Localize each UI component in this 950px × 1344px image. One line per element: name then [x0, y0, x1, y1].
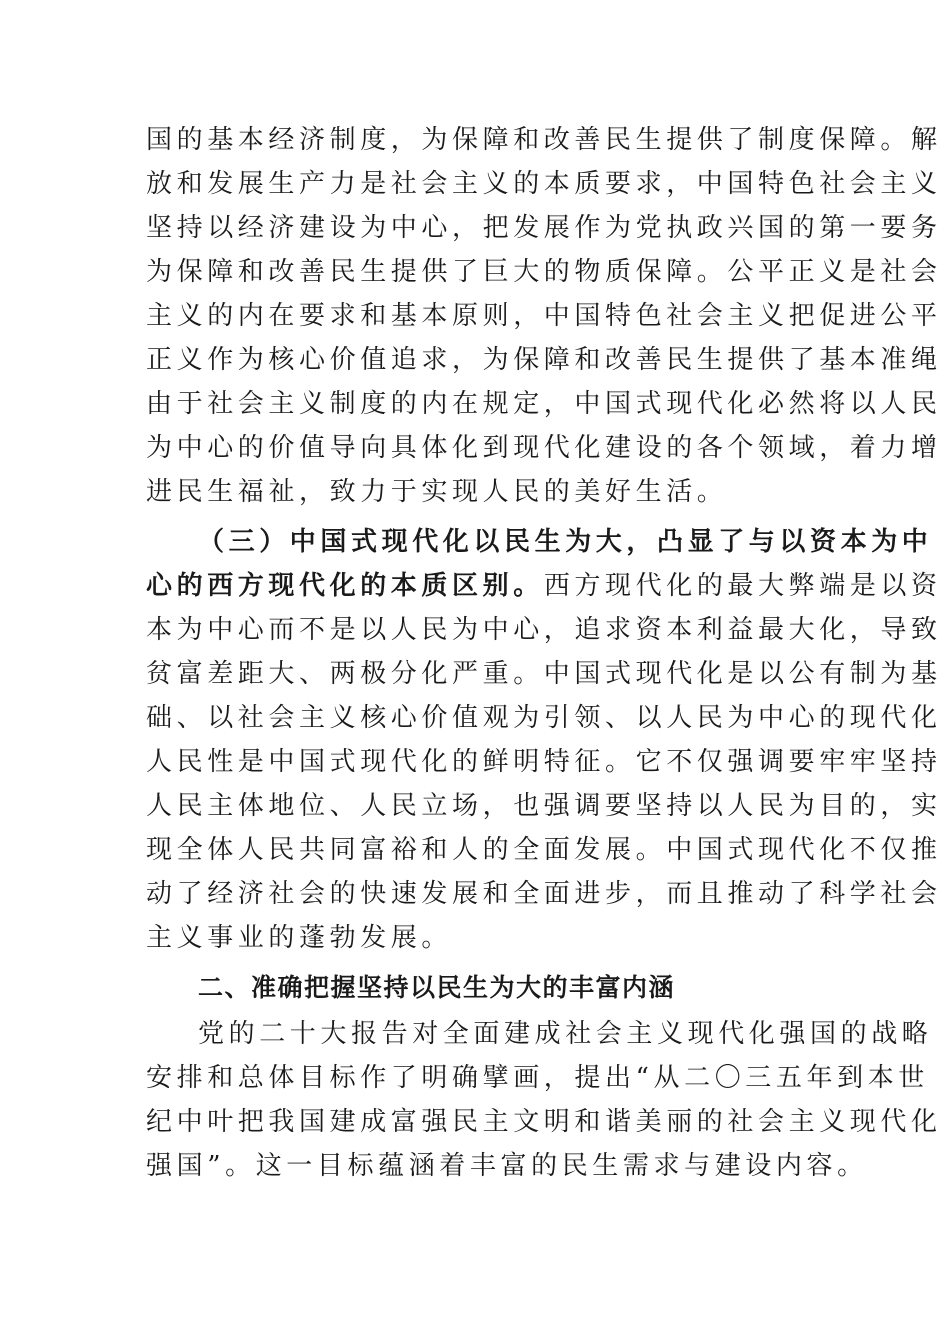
paragraph-1-line-1: 国的基本经济制度，为保障和改善民生提供了制度保障。解 — [146, 125, 942, 155]
paragraph-2-bold-line-1: （三）中国式现代化以民生为大，凸显了与以资本为中 — [198, 527, 933, 557]
paragraph-2-bold-line-2: 心的西方现代化的本质区别。 — [146, 571, 544, 601]
paragraph-1-line-5: 主义的内在要求和基本原则，中国特色社会主义把促进公平 — [146, 301, 942, 331]
paragraph-1-line-4: 为保障和改善民生提供了巨大的物质保障。公平正义是社会 — [146, 257, 942, 287]
paragraph-1-line-8: 为中心的价值导向具体化到现代化建设的各个领域，着力增 — [146, 433, 942, 463]
paragraph-2-line-3: 本为中心而不是以人民为中心，追求资本利益最大化，导致 — [146, 615, 942, 645]
section-heading: 二、准确把握坚持以民生为大的丰富内涵 — [198, 973, 676, 1002]
paragraph-2-line-5: 础、以社会主义核心价值观为引领、以人民为中心的现代化 — [146, 703, 942, 733]
paragraph-2-line-4: 贫富差距大、两极分化严重。中国式现代化是以公有制为基 — [146, 659, 942, 689]
paragraph-1-line-3: 坚持以经济建设为中心，把发展作为党执政兴国的第一要务 — [146, 213, 942, 243]
paragraph-2-line-7: 人民主体地位、人民立场，也强调要坚持以人民为目的，实 — [146, 791, 942, 821]
paragraph-2-line-2-rest: 西方现代化的最大弊端是以资 — [543, 571, 942, 601]
paragraph-1-line-7: 由于社会主义制度的内在规定，中国式现代化必然将以人民 — [146, 389, 942, 419]
paragraph-2-line-9: 动了经济社会的快速发展和全面进步，而且推动了科学社会 — [146, 879, 942, 909]
paragraph-3-line-1: 党的二十大报告对全面建成社会主义现代化强国的战略 — [198, 1019, 933, 1049]
paragraph-1-line-9: 进民生福祉，致力于实现人民的美好生活。 — [146, 477, 728, 507]
paragraph-2-line-10: 主义事业的蓬勃发展。 — [146, 923, 453, 953]
paragraph-3-line-4: 强国”。这一目标蕴涵着丰富的民生需求与建设内容。 — [146, 1151, 868, 1181]
paragraph-3-line-2: 安排和总体目标作了明确擘画，提出“从二〇三五年到本世 — [146, 1063, 929, 1093]
paragraph-3-line-3: 纪中叶把我国建成富强民主文明和谐美丽的社会主义现代化 — [146, 1107, 942, 1137]
paragraph-2-line-8: 现全体人民共同富裕和人的全面发展。中国式现代化不仅推 — [146, 835, 942, 865]
paragraph-1-line-2: 放和发展生产力是社会主义的本质要求，中国特色社会主义 — [146, 169, 942, 199]
paragraph-2-line-2 — [146, 564, 942, 608]
paragraph-1-line-6: 正义作为核心价值追求，为保障和改善民生提供了基本准绳 — [146, 345, 942, 375]
paragraph-2-line-6: 人民性是中国式现代化的鲜明特征。它不仅强调要牢牢坚持 — [146, 747, 942, 777]
